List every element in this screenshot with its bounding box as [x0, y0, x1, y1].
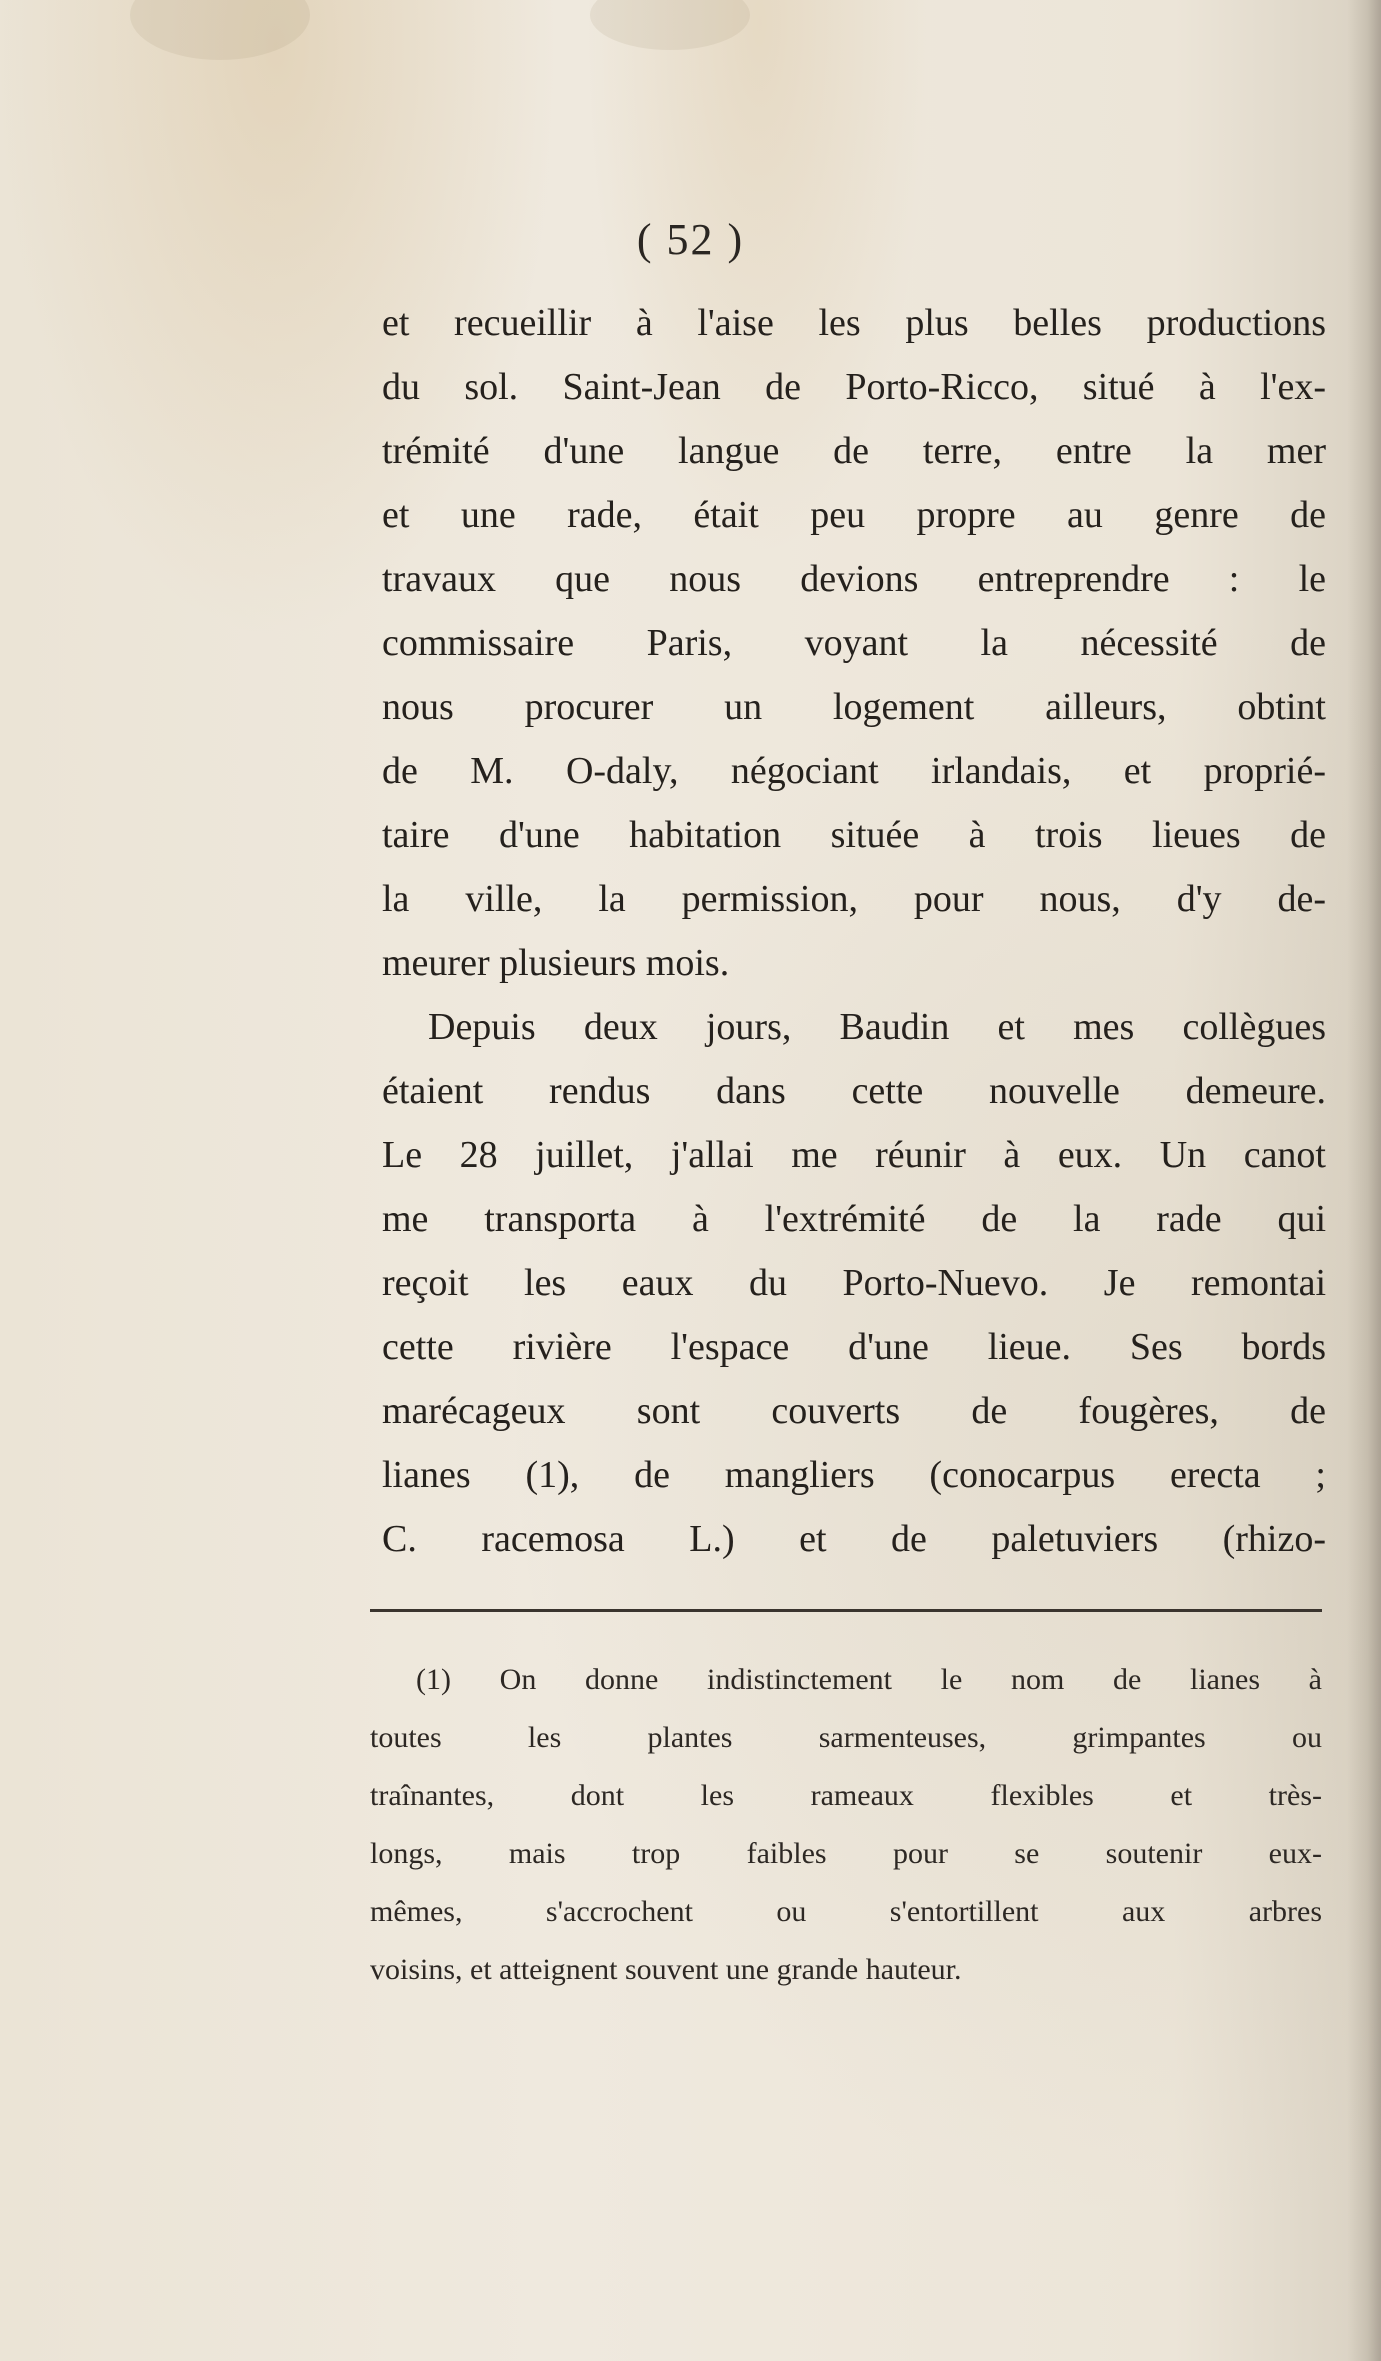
- footnote-line: traînantes, dont les rameaux flexibles et très-: [370, 1779, 1322, 1812]
- text-line: reçoit les eaux du Porto-Nuevo. Je remontai: [382, 1262, 1326, 1304]
- binding-edge: [1347, 0, 1381, 2361]
- text-line: lianes (1), de mangliers (conocarpus erecta ;: [382, 1454, 1326, 1496]
- footnote-line: toutes les plantes sarmenteuses, grimpantes ou: [370, 1721, 1322, 1754]
- text-line: et une rade, était peu propre au genre de: [382, 494, 1326, 536]
- text-line: étaient rendus dans cette nouvelle demeure.: [382, 1070, 1326, 1112]
- body-text: [382, 291, 1326, 1571]
- text-line: marécageux sont couverts de fougères, de: [382, 1390, 1326, 1432]
- footnote: [370, 1651, 1322, 1999]
- paragraph-start-line: Depuis deux jours, Baudin et mes collègues: [428, 1006, 1326, 1048]
- footnote-line: mêmes, s'accrochent ou s'entortillent aux arbres: [370, 1895, 1322, 1928]
- page-number: ( 52 ): [636, 215, 745, 264]
- text-line: C. racemosa L.) et de paletuviers (rhizo-: [382, 1518, 1326, 1560]
- text-line: me transporta à l'extrémité de la rade qui: [382, 1198, 1326, 1240]
- text-line: commissaire Paris, voyant la nécessité de: [382, 622, 1326, 664]
- text-line: taire d'une habitation située à trois lieues de: [382, 814, 1326, 856]
- paper-stain: [130, 0, 310, 60]
- text-line: nous procurer un logement ailleurs, obtint: [382, 686, 1326, 728]
- paper-stain: [590, 0, 750, 50]
- text-line: Le 28 juillet, j'allai me réunir à eux. Un canot: [382, 1134, 1326, 1176]
- text-line: la ville, la permission, pour nous, d'y de-: [382, 878, 1326, 920]
- text-line: du sol. Saint-Jean de Porto-Ricco, situé à l'ex-: [382, 366, 1326, 408]
- text-line: cette rivière l'espace d'une lieue. Ses bords: [382, 1326, 1326, 1368]
- footnote-divider: [370, 1609, 1322, 1612]
- text-line: et recueillir à l'aise les plus belles productions: [382, 302, 1326, 344]
- text-line: trémité d'une langue de terre, entre la mer: [382, 430, 1326, 472]
- text-line: de M. O-daly, négociant irlandais, et proprié-: [382, 750, 1326, 792]
- footnote-line: (1) On donne indistinctement le nom de lianes à: [416, 1663, 1322, 1696]
- text-line: meurer plusieurs mois.: [382, 942, 730, 984]
- text-line: travaux que nous devions entreprendre : le: [382, 558, 1326, 600]
- footnote-line: longs, mais trop faibles pour se soutenir eux-: [370, 1837, 1322, 1870]
- footnote-line: voisins, et atteignent souvent une grande hauteur.: [370, 1953, 962, 1986]
